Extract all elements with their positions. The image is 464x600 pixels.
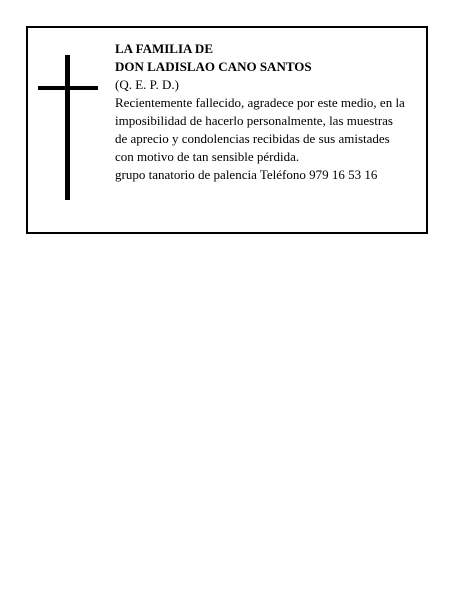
notice-body-line: Recientemente fallecido, agradece por este medio, en la xyxy=(115,95,405,110)
notice-body-line: de aprecio y condolencias recibidas de sus amistades xyxy=(115,131,390,146)
notice-heading-family: LA FAMILIA DE xyxy=(115,41,213,56)
notice-heading-name: DON LADISLAO CANO SANTOS xyxy=(115,59,312,74)
cross-horizontal-bar xyxy=(38,86,98,90)
cross-icon xyxy=(38,55,98,200)
notice-body-line: imposibilidad de hacerlo personalmente, las muestras xyxy=(115,113,393,128)
notice-text xyxy=(115,40,425,184)
notice-body-line: con motivo de tan sensible pérdida. xyxy=(115,149,300,164)
notice-qepd: (Q. E. P. D.) xyxy=(115,77,179,92)
obituary-notice xyxy=(26,26,428,234)
cross-vertical-bar xyxy=(65,55,70,200)
notice-footer-contact: grupo tanatorio de palencia Teléfono 979 16 53 16 xyxy=(115,167,378,182)
